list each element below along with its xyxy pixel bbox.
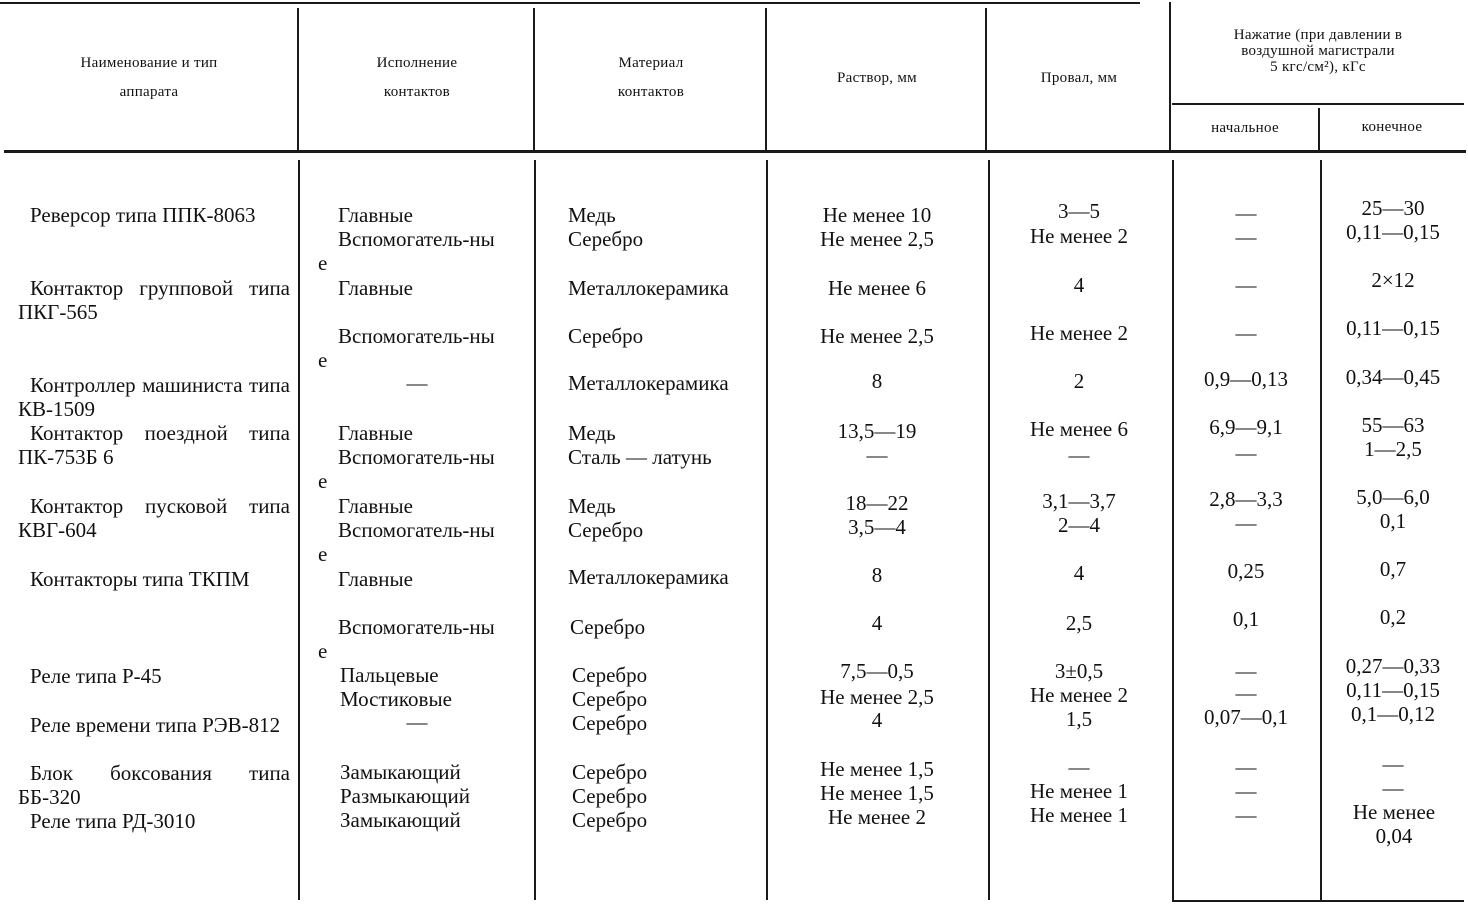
row-5-final-1: 0,7 — [1379, 557, 1407, 581]
row-5-name: Контакторы типа ТКПМ — [30, 567, 250, 591]
row-8-name: Блок боксования типа ББ-320 — [18, 761, 290, 809]
row-3-name: Контактор поездной типа ПК-753Б 6 — [18, 421, 290, 469]
row-4-gap-2: 3,5—4 — [848, 515, 906, 539]
header-dip: Провал, мм — [1040, 69, 1118, 86]
row-6-gap-1: 7,5—0,5 — [840, 659, 914, 683]
row-8-gap-2: Не менее 1,5 — [820, 781, 934, 805]
row-1-gap-1: Не менее 6 — [828, 276, 926, 300]
row-3-gap-1: 13,5—19 — [837, 419, 917, 443]
row-0-initial-1: — — [1235, 201, 1257, 225]
row-0-material-1: Медь — [568, 203, 616, 227]
row-5-dip-2: 2,5 — [1065, 611, 1093, 635]
row-4-gap-1: 18—22 — [845, 491, 909, 515]
header-gap: Раствор, мм — [837, 69, 917, 86]
row-6-gap-2: Не менее 2,5 — [820, 685, 934, 709]
row-0-dip-2: Не менее 2 — [1030, 224, 1128, 248]
header-pressure: Нажатие (при давлении в воздушной магистрали 5 кгс/см²), кГс — [1233, 27, 1403, 75]
row-0-name: Реверсор типа ППК-8063 — [30, 203, 256, 227]
row-8-final-1: — — [1382, 752, 1404, 776]
row-7-material-1: Серебро — [572, 711, 648, 735]
row-8-final-2: — — [1382, 776, 1404, 800]
row-4-final-2: 0,1 — [1379, 509, 1407, 533]
row-3-material-2: Сталь — латунь — [568, 445, 712, 469]
row-9-material-1: Серебро — [572, 808, 648, 832]
row-0-execution-2: Вспомогатель-ные — [318, 227, 495, 275]
row-1-final-1: 2×12 — [1371, 268, 1415, 292]
row-4-final-1: 5,0—6,0 — [1356, 485, 1430, 509]
row-3-dip-1: Не менее 6 — [1030, 417, 1128, 441]
row-4-dip-1: 3,1—3,7 — [1042, 489, 1116, 513]
row-8-gap-1: Не менее 1,5 — [820, 757, 934, 781]
row-7-dip-1: 1,5 — [1065, 707, 1093, 731]
row-3-final-2: 1—2,5 — [1364, 437, 1422, 461]
row-8-initial-2: — — [1235, 779, 1257, 803]
row-5-gap-2: 4 — [871, 611, 883, 635]
row-6-initial-2: — — [1235, 681, 1257, 705]
row-3-final-1: 55—63 — [1361, 413, 1425, 437]
row-6-dip-2: Не менее 2 — [1030, 683, 1128, 707]
row-6-dip-1: 3±0,5 — [1054, 659, 1104, 683]
row-2-final-1: 0,34—0,45 — [1345, 365, 1441, 389]
row-0-final-1: 25—30 — [1361, 196, 1425, 220]
row-0-gap-1: Не менее 10 — [822, 203, 932, 227]
top-rule — [0, 2, 1140, 4]
row-8-execution-1: Замыкающий — [340, 760, 461, 784]
row-0-dip-1: 3—5 — [1058, 199, 1100, 223]
row-1-material-2: Серебро — [568, 324, 644, 348]
col-divider-1-body — [298, 160, 300, 900]
row-4-material-2: Серебро — [568, 518, 644, 542]
row-7-execution-1: — — [406, 710, 428, 734]
row-1-material-1: Металлокерамика — [568, 276, 729, 300]
row-8-initial-1: — — [1235, 755, 1257, 779]
header-material: Материал контактов — [617, 55, 685, 100]
row-5-execution-1: Главные — [338, 567, 413, 591]
row-4-material-1: Медь — [568, 494, 616, 518]
row-6-final-1: 0,27—0,33 — [1345, 654, 1441, 678]
row-9-name: Реле типа РД-3010 — [30, 809, 196, 833]
row-1-name: Контактор групповой типа ПКГ-565 — [18, 276, 290, 324]
row-1-execution-1: Главные — [338, 276, 413, 300]
row-2-material-1: Металлокерамика — [568, 371, 729, 395]
row-9-initial-1: — — [1235, 803, 1257, 827]
row-4-initial-2: — — [1235, 511, 1257, 535]
row-0-gap-2: Не менее 2,5 — [820, 227, 934, 251]
row-4-execution-2: Вспомогатель-ные — [318, 518, 495, 566]
row-2-name: Контроллер машиниста типа КВ-1509 — [18, 373, 290, 421]
row-3-gap-2: — — [866, 443, 888, 467]
row-1-dip-1: 4 — [1073, 273, 1085, 297]
row-6-initial-1: — — [1235, 659, 1257, 683]
row-0-initial-2: — — [1235, 225, 1257, 249]
row-4-initial-1: 2,8—3,3 — [1209, 487, 1283, 511]
row-0-material-2: Серебро — [568, 227, 644, 251]
row-5-execution-2: Вспомогатель-ные — [318, 615, 495, 663]
col-divider-2-body — [534, 160, 536, 900]
row-6-material-2: Серебро — [572, 687, 648, 711]
row-5-initial-2: 0,1 — [1232, 607, 1260, 631]
header-execution: Исполнение контактов — [376, 55, 458, 100]
row-1-initial-2: — — [1235, 321, 1257, 345]
row-6-execution-1: Пальцевые — [340, 663, 439, 687]
header-pressure-initial: начальное — [1211, 119, 1279, 136]
row-1-execution-2: Вспомогатель-ные — [318, 324, 495, 372]
row-0-final-2: 0,11—0,15 — [1346, 220, 1440, 244]
header-pressure-final: конечное — [1361, 118, 1423, 135]
row-4-dip-2: 2—4 — [1058, 513, 1100, 537]
row-3-material-1: Медь — [568, 421, 616, 445]
pressure-subheader-rule — [1172, 103, 1464, 105]
row-3-execution-1: Главные — [338, 421, 413, 445]
row-9-final-1: Не менее 0,04 — [1352, 800, 1436, 848]
row-8-dip-1: — — [1068, 755, 1090, 779]
row-3-dip-2: — — [1068, 443, 1090, 467]
row-9-gap-1: Не менее 2 — [828, 805, 926, 829]
row-5-material-1: Металлокерамика — [568, 565, 729, 589]
row-6-execution-2: Мостиковые — [340, 687, 452, 711]
row-1-final-2: 0,11—0,15 — [1346, 316, 1440, 340]
row-7-final-1: 0,1—0,12 — [1351, 702, 1435, 726]
row-6-name: Реле типа Р-45 — [30, 664, 162, 688]
row-0-execution-1: Главные — [338, 203, 413, 227]
col-divider-1 — [297, 8, 299, 150]
row-8-execution-2: Размыкающий — [340, 784, 470, 808]
row-4-execution-1: Главные — [338, 494, 413, 518]
row-7-initial-1: 0,07—0,1 — [1204, 705, 1288, 729]
header-name: Наименование и тип аппарата — [80, 55, 218, 100]
row-1-dip-2: Не менее 2 — [1030, 321, 1128, 345]
row-2-dip-1: 2 — [1073, 369, 1085, 393]
row-5-gap-1: 8 — [871, 563, 883, 587]
row-8-material-2: Серебро — [572, 784, 648, 808]
row-2-execution-1: — — [406, 371, 428, 395]
row-2-initial-1: 0,9—0,13 — [1204, 367, 1288, 391]
row-7-name: Реле времени типа РЭВ-812 — [30, 713, 281, 737]
header-bottom-rule — [4, 150, 1466, 153]
row-2-gap-1: 8 — [871, 369, 883, 393]
row-9-dip-1: Не менее 1 — [1030, 803, 1128, 827]
row-6-material-1: Серебро — [572, 663, 648, 687]
row-9-execution-1: Замыкающий — [340, 808, 461, 832]
row-8-dip-2: Не менее 1 — [1030, 779, 1128, 803]
row-5-material-2: Серебро — [570, 615, 646, 639]
row-5-dip-1: 4 — [1073, 561, 1085, 585]
row-7-gap-1: 4 — [871, 708, 883, 732]
row-8-material-1: Серебро — [572, 760, 648, 784]
row-5-initial-1: 0,25 — [1227, 559, 1265, 583]
row-1-gap-2: Не менее 2,5 — [820, 324, 934, 348]
row-1-initial-1: — — [1235, 273, 1257, 297]
row-6-final-2: 0,11—0,15 — [1346, 678, 1440, 702]
row-5-final-2: 0,2 — [1379, 605, 1407, 629]
row-4-name: Контактор пусковой типа КВГ-604 — [18, 494, 290, 542]
bottom-rule-right — [1172, 900, 1464, 902]
row-3-initial-2: — — [1235, 441, 1257, 465]
row-3-execution-2: Вспомогатель-ные — [318, 445, 495, 493]
row-3-initial-1: 6,9—9,1 — [1209, 415, 1283, 439]
